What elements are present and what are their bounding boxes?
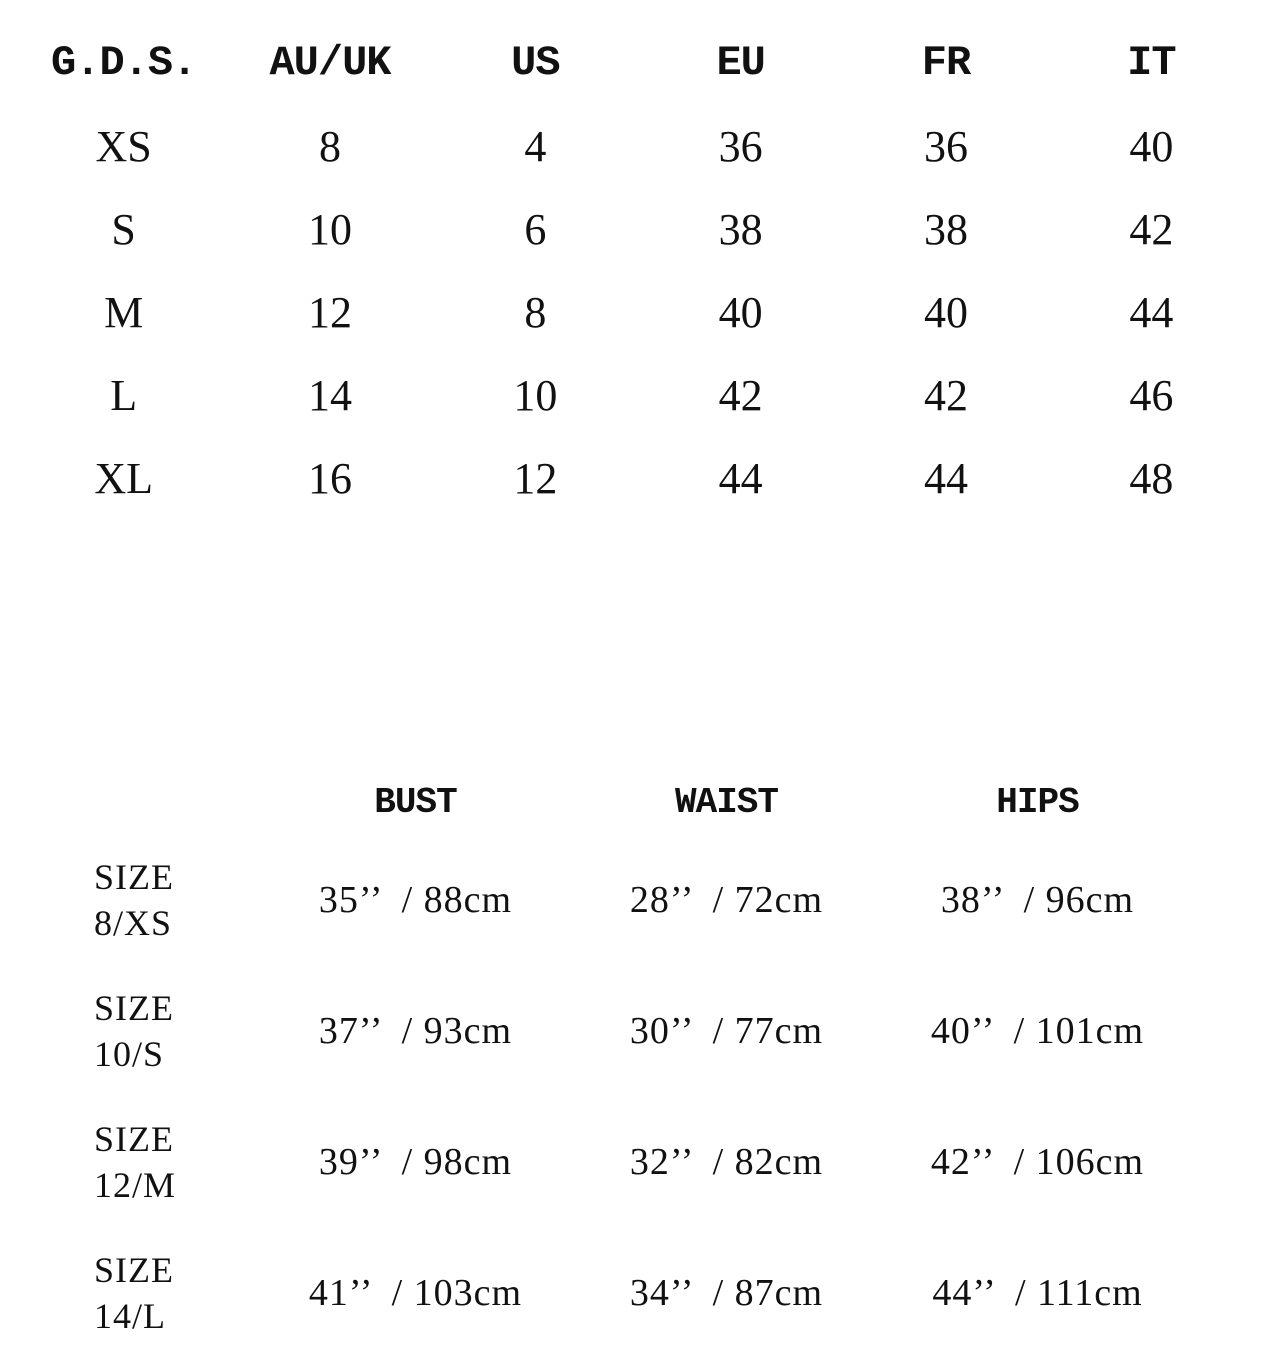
cell-eu: 44 (718, 454, 763, 503)
bust-value: 39’’ / 98cm (318, 1140, 513, 1183)
header-bust: BUST (374, 781, 457, 823)
cell-it: 48 (1129, 454, 1174, 503)
table-row (20, 437, 1254, 520)
waist-value: 28’’ / 72cm (629, 878, 824, 921)
size-conversion-table (20, 22, 1254, 520)
size-label (60, 854, 260, 946)
size-label-line2: 10/S (94, 1033, 165, 1074)
cell-au-uk: 10 (307, 205, 352, 254)
measurement-header-row (60, 770, 1210, 834)
cell-fr: 44 (924, 454, 969, 503)
cell-us: 6 (524, 205, 547, 254)
size-label (60, 985, 260, 1077)
cell-au-uk: 16 (307, 454, 352, 503)
size-label (60, 1247, 260, 1339)
table-row (20, 271, 1254, 354)
table-row (60, 1227, 1210, 1358)
cell-gds: M (104, 288, 144, 337)
cell-us: 4 (524, 122, 547, 171)
size-label (60, 1116, 260, 1208)
size-label-line1: SIZE (94, 987, 174, 1028)
cell-eu: 42 (718, 371, 763, 420)
header-au-uk: AU/UK (269, 39, 391, 87)
cell-gds: S (111, 205, 136, 254)
table-row (60, 965, 1210, 1096)
waist-value: 32’’ / 82cm (629, 1140, 824, 1183)
cell-us: 10 (513, 371, 558, 420)
hips-value: 40’’ / 101cm (930, 1009, 1145, 1052)
header-waist: WAIST (674, 781, 779, 823)
table-row (20, 188, 1254, 271)
size-label-line2: 14/L (94, 1295, 166, 1336)
cell-us: 12 (513, 454, 558, 503)
cell-gds: L (110, 371, 138, 420)
size-label-line1: SIZE (94, 1118, 174, 1159)
cell-fr: 42 (924, 371, 969, 420)
cell-gds: XL (94, 454, 153, 503)
header-eu: EU (716, 39, 765, 87)
table-row (60, 1096, 1210, 1227)
cell-au-uk: 8 (318, 122, 341, 171)
header-hips: HIPS (996, 781, 1079, 823)
cell-it: 40 (1129, 122, 1174, 171)
cell-it: 46 (1129, 371, 1174, 420)
size-label-line2: 12/M (94, 1164, 177, 1205)
cell-fr: 40 (924, 288, 969, 337)
header-fr: FR (921, 39, 971, 87)
size-label-line1: SIZE (94, 856, 174, 897)
table-row (20, 354, 1254, 437)
size-label-line2: 8/XS (94, 902, 173, 943)
bust-value: 37’’ / 93cm (318, 1009, 513, 1052)
bust-value: 35’’ / 88cm (318, 878, 513, 921)
size-label-line1: SIZE (94, 1249, 174, 1290)
cell-fr: 38 (924, 205, 969, 254)
hips-value: 44’’ / 111cm (932, 1271, 1143, 1314)
waist-value: 30’’ / 77cm (629, 1009, 824, 1052)
measurement-table (60, 770, 1210, 1358)
table-row (20, 105, 1254, 188)
bust-value: 41’’ / 103cm (308, 1271, 523, 1314)
hips-value: 42’’ / 106cm (930, 1140, 1145, 1183)
hips-value: 38’’ / 96cm (940, 878, 1135, 921)
cell-eu: 40 (718, 288, 763, 337)
conversion-header-row (20, 22, 1254, 105)
cell-au-uk: 12 (307, 288, 352, 337)
header-gds: G.D.S. (51, 39, 197, 87)
cell-us: 8 (524, 288, 547, 337)
waist-value: 34’’ / 87cm (629, 1271, 824, 1314)
cell-eu: 36 (718, 122, 763, 171)
table-row (60, 834, 1210, 965)
cell-it: 44 (1129, 288, 1174, 337)
header-it: IT (1127, 39, 1176, 87)
cell-it: 42 (1129, 205, 1174, 254)
cell-au-uk: 14 (307, 371, 352, 420)
header-us: US (511, 39, 560, 87)
cell-gds: XS (95, 122, 152, 171)
cell-fr: 36 (924, 122, 969, 171)
cell-eu: 38 (718, 205, 763, 254)
